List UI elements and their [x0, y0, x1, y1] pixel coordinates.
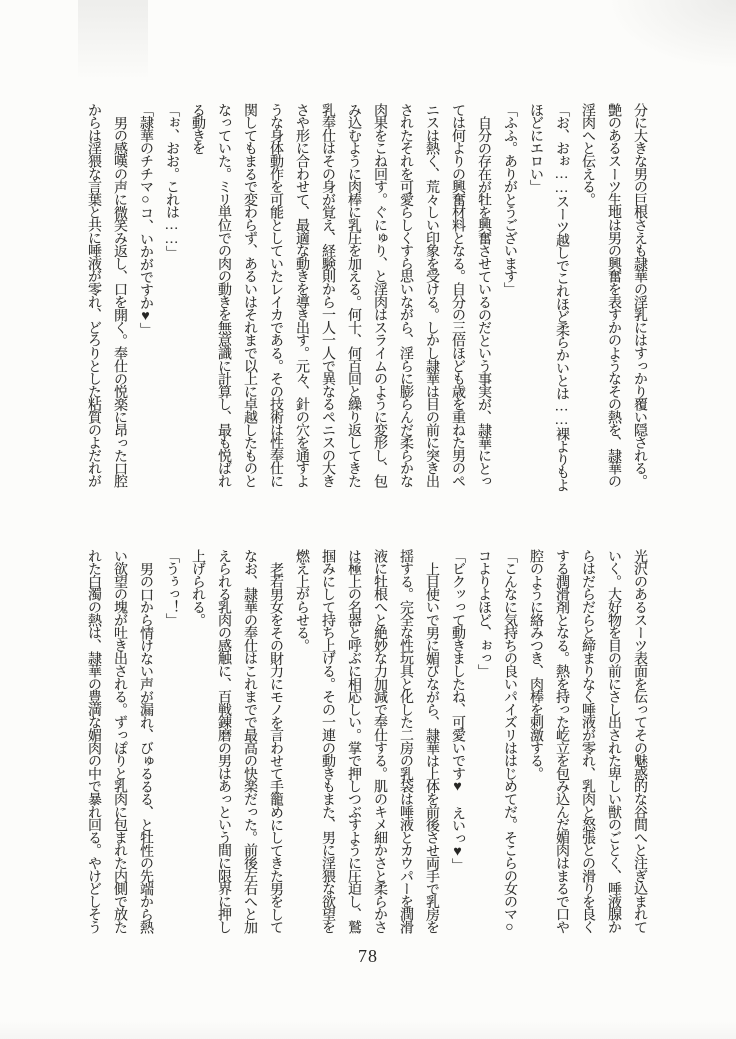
text-line: 関してもまるで変わらず、あるいはそれまで以上に卓越したものと — [242, 103, 257, 488]
text-line: 「お、おぉ……スーツ越しでこれほど柔らかいとは……裸よりもよ — [554, 103, 569, 492]
text-line: 乳奉仕はその身が覚え、経験則から一人一人で異なるペニスの大き — [320, 103, 335, 488]
text-line: 淫肉へと伝える。 — [580, 103, 595, 206]
text-line: 男の感嘆の声に微笑み返し、口を開く。奉仕の悦楽に昂った口腔 — [112, 116, 127, 488]
scan-shading-artifact — [606, 0, 736, 70]
text-line: えられる乳肉の感触に、百戦錬磨の男はあっという間に限界に押し — [216, 549, 231, 934]
text-line: 老若男女をその財力にモノを言わせて手籠めにしてきた男をして — [268, 562, 283, 934]
text-line: コよりよほど、ぉっ」 — [476, 549, 491, 678]
text-line: なお、隷華の奉仕はこれまでで最高の快楽だった。前後左右へと加 — [242, 549, 257, 934]
text-line: ニスは熱く、荒々しい印象を受ける。しかし隷華は目の前に突き出 — [424, 103, 439, 487]
text-line: されたそれを可愛らしくすら思いながら、淫らに膨らんだ柔らかな — [398, 103, 413, 488]
text-line: 光沢のあるスーツ表面を伝ってその魅惑的な谷間へと注ぎ込まれて — [632, 549, 647, 934]
text-line: 上目使いで男に媚びながら、隷華は上体を前後させ両手で乳房を — [424, 562, 439, 934]
text-line: 「こんなに気持ちの良いパイズリははじめてだ。そこらの女のマ○ — [502, 549, 517, 935]
text-line: 「ふふ。ありがとうございます」 — [502, 103, 517, 296]
text-line: 肉果をこね回す。ぐにゅり、と淫肉はスライムのように変形し、包 — [372, 103, 387, 488]
text-line: 掴みにして持ち上げる。その一連の動きもまた、男に淫猥な欲望を — [320, 549, 335, 934]
text-line: れた白濁の熱は、隷華の豊満な媚肉の中で暴れ回る。やけどしそう — [86, 549, 101, 934]
text-line: い欲望の塊が吐き出される。ずっぽりと乳肉に包まれた内側で放た — [112, 549, 127, 934]
text-line: 燃え上がらせる。 — [294, 549, 309, 652]
text-line: うな身体動作を可能としていたレイカである。その技術は性奉仕に — [268, 103, 283, 488]
text-line: らはだらだらと締まりなく唾液が零れ、乳肉と怒張との滑りを良く — [580, 549, 595, 934]
text-line: る動きを — [190, 103, 205, 155]
text-line: 揺する。完全な性玩具と化した二房の乳袋は唾液とカウパーを潤滑 — [398, 549, 413, 934]
scan-shading-artifact — [0, 1021, 736, 1039]
text-line: する潤滑剤となる。熱を持った屹立を包み込んだ媚肉はまるで口や — [554, 549, 569, 934]
text-line: 「隷華のチチマ○コ、いかがですか♥」 — [138, 103, 153, 336]
text-line: 「ぉ、おお。これは……」 — [164, 103, 179, 259]
text-line: 「ビクッって動きましたね、可愛いです♥ えいっ♥」 — [450, 549, 465, 872]
text-line: は極上の名器と呼ぶに相応しい。掌で押しつぶすように圧迫し、鷲 — [346, 549, 361, 934]
text-line: 艶のあるスーツ生地は男の興奮を表すかのようなその熱を、隷華の — [606, 103, 621, 488]
text-line: からは淫猥な言葉と共に唾液が零れ、どろりとした粘質のよだれが — [86, 103, 101, 488]
scan-shading-artifact — [78, 0, 148, 95]
text-line: 男の口から情けない声が漏れ、びゅるるる、と牡性の先端から熱 — [138, 562, 153, 934]
text-line: さや形に合わせて、最適な動きを導き出す。元々、針の穴を通すよ — [294, 103, 309, 488]
text-line: 腔のように絡みつき、肉棒を刺激する。 — [528, 549, 543, 780]
text-line: 液に牡根へと絶妙な力加減で奉仕する。肌のキメ細かさと柔らかさ — [372, 549, 387, 934]
text-line: み込むように肉棒に乳圧を加える。何十、何百回と繰り返してきた — [346, 103, 361, 488]
text-line: ては何よりの興奮材料となる。自分の三倍ほども歳を重ねた男のペ — [450, 103, 465, 488]
text-block-top — [80, 103, 652, 491]
text-line: 自分の存在が牡を興奮させているのだという事実が、隷華にとっ — [476, 116, 491, 488]
text-line: 分に大きな男の巨根さえも隷華の淫乳にはすっかり覆い隠される。 — [632, 103, 647, 488]
text-line: いく。大好物を目の前にさし出された卑しい獣のごとく、唾液腺か — [606, 549, 621, 934]
page-number: 78 — [358, 946, 378, 966]
text-block-bottom — [80, 549, 652, 937]
text-line: 「うぅっ！」 — [164, 549, 179, 626]
text-line: なっていた。ミリ単位での肉の動きを無意識に計算し、最も悦ばれ — [216, 103, 231, 488]
text-line: 上げられる。 — [190, 549, 205, 626]
text-line: ほどにエロい」 — [528, 103, 543, 193]
